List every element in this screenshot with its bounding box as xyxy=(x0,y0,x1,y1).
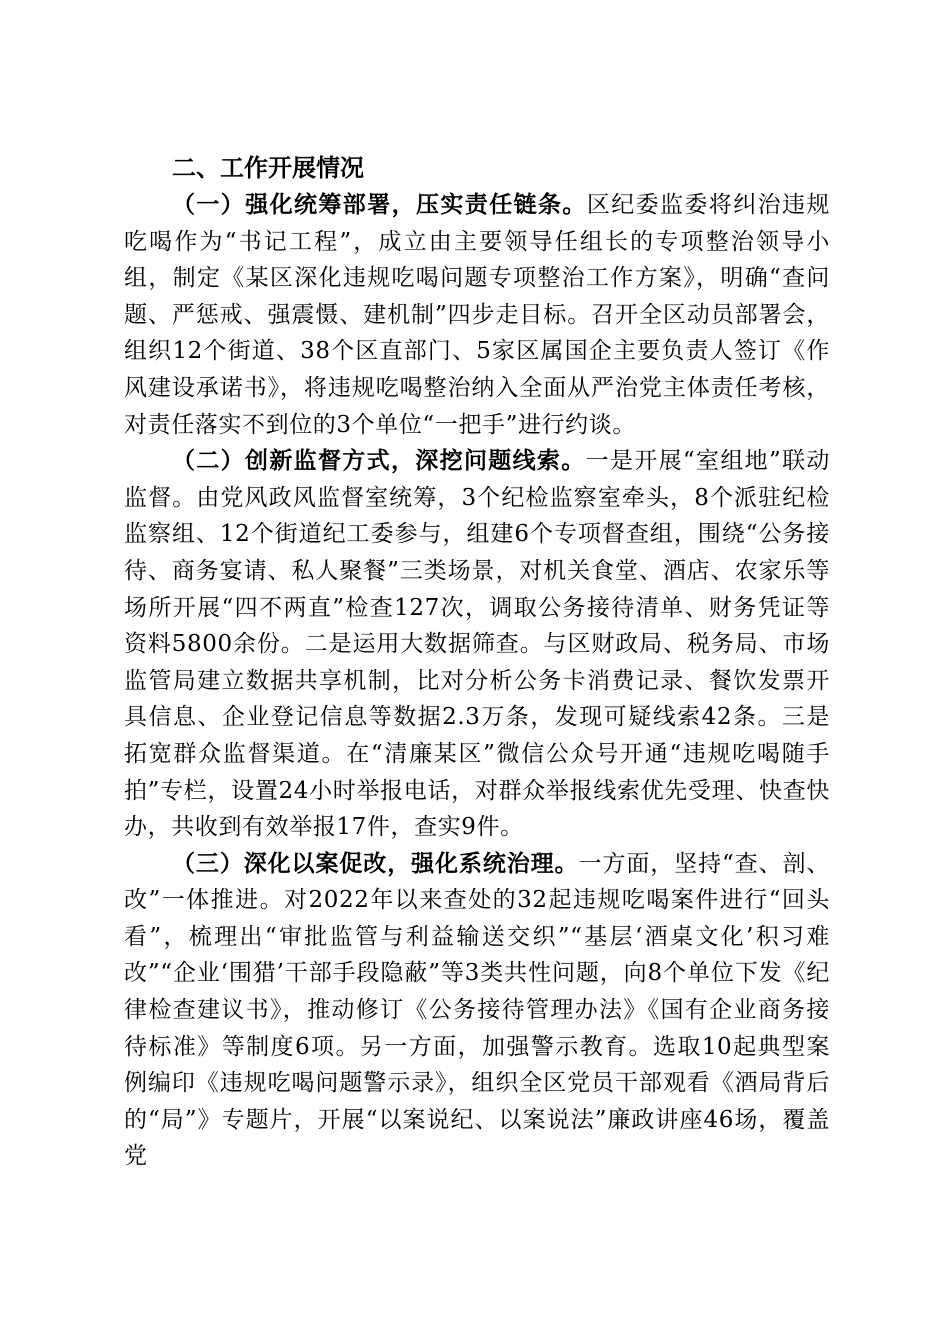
paragraph-3-text: 一方面，坚持“查、剖、改”一体推进。对2022年以来查处的32起违规吃喝案件进行“回头看”，梳理出“审批监管与利益输送交织”“基层‘酒桌文化’积习难改”“企业‘围猎’干部手段隐蔽”等3类共性问题，向8个单位下发《纪律检查建议书》，推动修订《公务接待管理办法》《国有企业商务接待标准》等制度6项。另一方面，加强警示教育。选取10起典型案例编印《违规吃喝问题警示录》，组织全区党员干部观看《酒局背后的“局”》专题片，开展“以案说纪、以案说法”廉政讲座46场，覆盖党 xyxy=(124,850,830,1170)
paragraph-2 xyxy=(124,443,830,846)
paragraph-2-lead: （二）创新监督方式，深挖问题线索。 xyxy=(172,447,586,475)
section-heading: 二、工作开展情况 xyxy=(172,154,364,182)
paragraph-3-lead: （三）深化以案促改，强化系统治理。 xyxy=(172,849,579,877)
paragraph-1-text: 区纪委监委将纠治违规吃喝作为“书记工程”，成立由主要领导任组长的专项整治领导小组，制定《某区深化违规吃喝问题专项整治工作方案》，明确“查问题、严惩戒、强震慑、建机制”四步走目标。召开全区动员部署会，组织12个街道、38个区直部门、5家区属国企主要负责人签订《作风建设承诺书》，将违规吃喝整治纳入全面从严治党主体责任考核，对责任落实不到位的3个单位“一把手”进行约谈。 xyxy=(124,192,831,438)
paragraph-2-text: 一是开展“室组地”联动监督。由党风政风监督室统筹，3个纪检监察室牵头，8个派驻纪检监察组、12个街道纪工委参与，组建6个专项督查组，围绕“公务接待、商务宴请、私人聚餐”三类场景，对机关食堂、酒店、农家乐等场所开展“四不两直”检查127次，调取公务接待清单、财务凭证等资料5800余份。二是运用大数据筛查。与区财政局、税务局、市场监管局建立数据共享机制，比对分析公务卡消费记录、餐饮发票开具信息、企业登记信息等数据2.3万条，发现可疑线索42条。三是拓宽群众监督渠道。在“清廉某区”微信公众号开通“违规吃喝随手拍”专栏，设置24小时举报电话，对群众举报线索优先受理、快查快办，共收到有效举报17件，查实9件。 xyxy=(124,448,830,841)
paragraph-1-lead: （一）强化统筹部署，压实责任链条。 xyxy=(172,191,587,218)
paragraph-1 xyxy=(124,187,830,443)
document-body xyxy=(124,150,830,1175)
paragraph-3 xyxy=(124,846,830,1175)
